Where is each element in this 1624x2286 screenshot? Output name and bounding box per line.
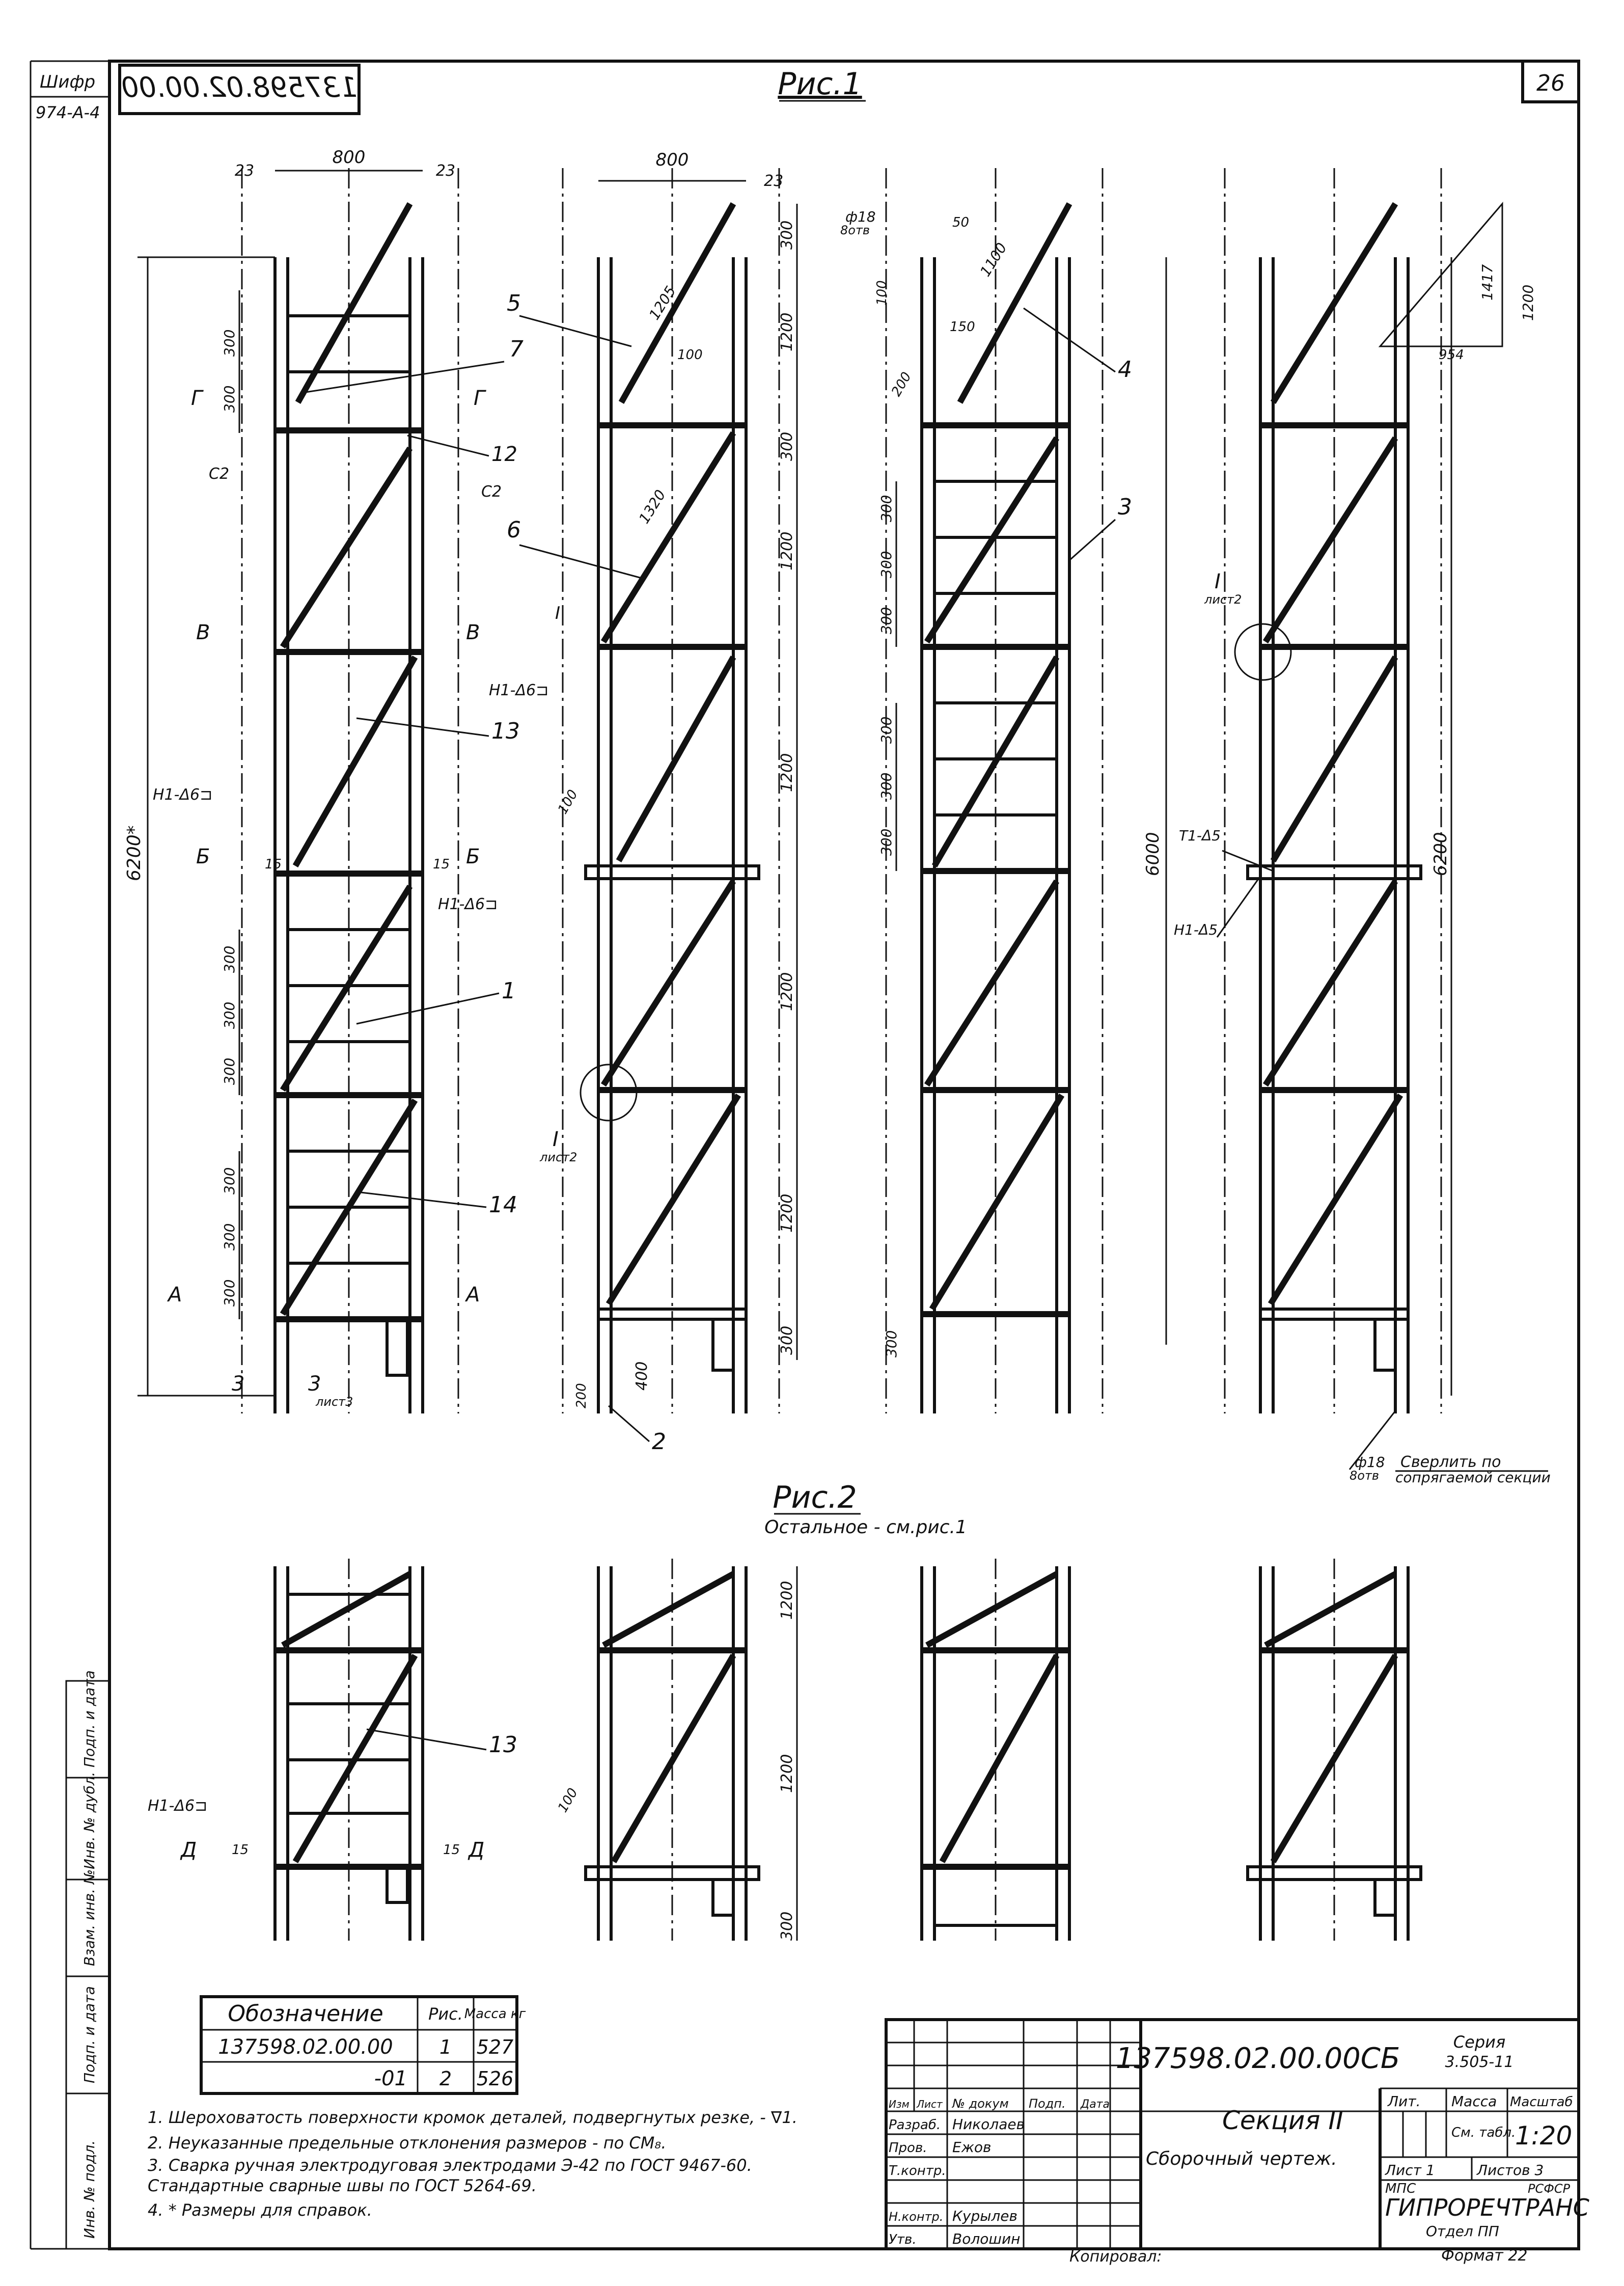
svg-text:300: 300 [221, 329, 238, 357]
svg-text:ф18: ф18 [1355, 1454, 1385, 1471]
svg-text:Масштаб: Масштаб [1510, 2094, 1573, 2110]
svg-text:1200: 1200 [778, 972, 796, 1011]
stamp-1: Подп. и дата [81, 1670, 98, 1767]
svg-text:3: 3 [308, 1372, 321, 1396]
svg-text:100: 100 [677, 347, 703, 363]
spec-col-designation: Обозначение [228, 2001, 383, 2027]
svg-text:Т1-Δ5: Т1-Δ5 [1179, 827, 1221, 844]
svg-text:1200: 1200 [778, 1581, 796, 1620]
drawing-frame [31, 61, 1579, 2249]
svg-text:1: 1 [502, 978, 516, 1004]
svg-text:1205: 1205 [645, 283, 679, 323]
svg-text:6200: 6200 [1430, 832, 1451, 876]
svg-text:Курылев: Курылев [952, 2208, 1017, 2224]
view-4-dims [1174, 204, 1551, 1486]
notes [148, 2108, 797, 2220]
stamp-5: Инв. № подл. [81, 2140, 98, 2239]
svg-text:Лист: Лист [917, 2098, 943, 2110]
svg-text:300: 300 [878, 716, 895, 744]
svg-text:300: 300 [221, 1167, 238, 1194]
note-3b: Стандартные сварные швы по ГОСТ 5264-69. [148, 2176, 537, 2195]
svg-text:Лист 1: Лист 1 [1385, 2162, 1435, 2179]
svg-text:Н1-Δ6⊐: Н1-Δ6⊐ [489, 682, 549, 699]
svg-text:300: 300 [778, 1911, 796, 1941]
svg-text:В: В [466, 621, 480, 644]
svg-text:Дата: Дата [1081, 2098, 1110, 2111]
svg-text:13: 13 [491, 718, 520, 744]
svg-text:Т.контр.: Т.контр. [889, 2163, 946, 2179]
svg-text:100: 100 [555, 787, 581, 817]
svg-text:2: 2 [652, 1429, 666, 1455]
svg-text:Отдел ПП: Отдел ПП [1426, 2223, 1499, 2240]
svg-text:Сверлить по: Сверлить по [1400, 1453, 1501, 1471]
svg-text:Подп.: Подп. [1029, 2097, 1066, 2111]
svg-text:5: 5 [507, 290, 521, 316]
svg-text:Б: Б [196, 845, 210, 868]
svg-text:С2: С2 [481, 483, 502, 501]
svg-text:лист2: лист2 [1204, 592, 1242, 607]
svg-text:Ежов: Ежов [952, 2139, 992, 2156]
svg-text:ГИПРОРЕЧТРАНС: ГИПРОРЕЧТРАНС [1385, 2194, 1589, 2221]
svg-text:В: В [196, 621, 210, 644]
svg-text:3: 3 [1118, 494, 1132, 520]
svg-text:23: 23 [764, 172, 784, 190]
svg-text:Б: Б [466, 845, 480, 868]
svg-text:1200: 1200 [778, 1193, 796, 1233]
view-3-frame [886, 168, 1103, 1413]
svg-text:лист2: лист2 [540, 1150, 577, 1164]
svg-text:Н.контр.: Н.контр. [889, 2210, 944, 2224]
svg-text:300: 300 [221, 1279, 238, 1307]
svg-text:Копировал:: Копировал: [1069, 2248, 1162, 2266]
svg-text:13: 13 [489, 1732, 517, 1758]
tb-designation: 137598.02.00.00СБ [1115, 2042, 1400, 2075]
svg-text:300: 300 [221, 1057, 238, 1085]
svg-text:300: 300 [878, 607, 895, 634]
svg-text:50: 50 [952, 215, 970, 230]
svg-text:7: 7 [509, 336, 524, 362]
svg-text:23: 23 [234, 162, 255, 180]
svg-text:15: 15 [265, 857, 282, 872]
svg-text:400: 400 [633, 1361, 651, 1391]
view-1-frame [242, 168, 458, 1413]
stamp-2: Инв. № дубл. [81, 1772, 98, 1869]
svg-text:А: А [466, 1283, 480, 1307]
note-1: 1. Шероховатость поверхности кромок деталей, подвергнутых резке, - ∇1. [148, 2108, 797, 2127]
svg-text:300: 300 [221, 945, 238, 973]
svg-text:200: 200 [889, 369, 915, 399]
figure-1 [124, 147, 1551, 1486]
svg-text:12: 12 [491, 443, 517, 466]
svg-text:300: 300 [883, 1330, 900, 1357]
shifr-value: 974-А-4 [36, 103, 100, 122]
tb-subtitle: Сборочный чертеж. [1146, 2148, 1337, 2169]
view-4-frame [1225, 168, 1441, 1413]
svg-text:Волошин: Волошин [952, 2230, 1021, 2247]
svg-text:Изм: Изм [889, 2098, 910, 2110]
svg-text:8отв: 8отв [840, 223, 870, 237]
view-2-frame [563, 168, 779, 1413]
shifr-label: Шифр [40, 72, 96, 92]
spec-row-1-designation: 137598.02.00.00 [218, 2035, 393, 2059]
svg-text:РСФСР: РСФСР [1528, 2182, 1571, 2196]
svg-text:I: I [1215, 570, 1221, 593]
svg-text:300: 300 [778, 220, 796, 250]
svg-text:800: 800 [332, 147, 366, 168]
svg-text:300: 300 [878, 772, 895, 800]
tb-series-label: Серия [1453, 2032, 1506, 2052]
svg-text:14: 14 [489, 1192, 517, 1218]
svg-text:I: I [553, 1128, 559, 1151]
spec-col-mass: Масса кг [464, 2006, 526, 2022]
svg-text:Н1-Δ6⊐: Н1-Δ6⊐ [148, 1797, 208, 1815]
side-stamp [66, 1670, 109, 2249]
svg-text:1:20: 1:20 [1515, 2121, 1573, 2151]
svg-text:23: 23 [435, 162, 456, 180]
svg-text:1417: 1417 [1479, 264, 1496, 301]
svg-text:Д: Д [181, 1838, 197, 1862]
view-3-callouts [1024, 308, 1132, 560]
spec-row-2-mass: 526 [476, 2067, 514, 2090]
svg-text:15: 15 [433, 857, 450, 872]
svg-text:Лит.: Лит. [1388, 2093, 1421, 2110]
svg-text:Утв.: Утв. [889, 2232, 917, 2247]
svg-text:1200: 1200 [778, 753, 796, 792]
svg-text:6000: 6000 [1143, 832, 1163, 876]
svg-text:300: 300 [878, 551, 895, 578]
svg-text:4: 4 [1118, 357, 1132, 383]
svg-text:15: 15 [232, 1842, 249, 1858]
svg-text:Формат 22: Формат 22 [1441, 2247, 1528, 2265]
svg-text:954: 954 [1439, 347, 1464, 363]
svg-text:№ докум: № докум [952, 2097, 1009, 2111]
mirrored-designation-box [120, 65, 359, 114]
fig2-title: Рис.2 [773, 1480, 857, 1515]
spec-row-2-designation: -01 [374, 2067, 407, 2090]
figure-2 [148, 1559, 1421, 1941]
svg-text:1200: 1200 [1520, 284, 1536, 321]
title-block [886, 2020, 1589, 2266]
svg-text:8отв: 8отв [1350, 1468, 1380, 1483]
tb-title: Секция II [1222, 2106, 1343, 2135]
note-4: 4. * Размеры для справок. [148, 2200, 372, 2220]
svg-text:300: 300 [221, 1001, 238, 1029]
sheet-number-box [1523, 61, 1579, 102]
svg-text:I: I [555, 603, 561, 623]
stamp-4: Подп. и дата [81, 1986, 98, 2083]
svg-text:Н1-Δ6⊐: Н1-Δ6⊐ [438, 895, 498, 913]
svg-text:МПС: МПС [1385, 2181, 1416, 2196]
svg-text:Г: Г [474, 387, 485, 410]
fig2-note: Остальное - см.рис.1 [764, 1517, 967, 1538]
svg-text:сопрягаемой секции: сопрягаемой секции [1395, 1469, 1551, 1486]
svg-text:1200: 1200 [778, 1754, 796, 1793]
svg-text:ф18: ф18 [845, 208, 876, 225]
svg-text:Н1-Δ6⊐: Н1-Δ6⊐ [153, 786, 213, 804]
sheet-number: 26 [1536, 70, 1565, 96]
svg-text:100: 100 [555, 1785, 581, 1815]
svg-text:Г: Г [191, 387, 203, 410]
svg-text:300: 300 [778, 1325, 796, 1355]
svg-text:С2: С2 [209, 465, 230, 483]
svg-text:300: 300 [878, 828, 895, 856]
svg-text:300: 300 [778, 431, 796, 461]
svg-text:200: 200 [574, 1383, 589, 1408]
svg-text:Листов 3: Листов 3 [1477, 2162, 1544, 2179]
svg-text:1200: 1200 [778, 531, 796, 570]
svg-text:1100: 1100 [976, 239, 1010, 280]
svg-text:3: 3 [232, 1372, 245, 1396]
stamp-3: Взам. инв. № [81, 1869, 98, 1966]
svg-text:Д: Д [469, 1838, 485, 1862]
spec-row-2-fig: 2 [439, 2067, 452, 2090]
svg-text:300: 300 [878, 495, 895, 522]
svg-text:1320: 1320 [635, 486, 669, 527]
svg-text:300: 300 [221, 385, 238, 413]
svg-text:800: 800 [655, 150, 689, 170]
fig1-title: Рис.1 [778, 66, 862, 102]
mirrored-designation: 137598.02.00.00 [121, 71, 357, 103]
shifr-box [31, 72, 109, 122]
svg-text:150: 150 [950, 319, 975, 335]
svg-text:См. табл.: См. табл. [1451, 2125, 1516, 2140]
svg-text:6: 6 [507, 517, 521, 543]
svg-text:100: 100 [874, 280, 890, 306]
svg-text:Разраб.: Разраб. [889, 2117, 941, 2133]
svg-text:лист3: лист3 [316, 1395, 353, 1409]
svg-text:Николаев: Николаев [952, 2116, 1025, 2133]
svg-text:15: 15 [443, 1842, 460, 1858]
spec-row-1-mass: 527 [476, 2036, 514, 2058]
note-2: 2. Неуказанные предельные отклонения размеров - по СМ₈. [148, 2133, 667, 2153]
view-3-dims [840, 208, 1166, 1357]
svg-text:Н1-Δ5: Н1-Δ5 [1174, 921, 1218, 938]
svg-text:1200: 1200 [778, 312, 796, 351]
spec-row-1-fig: 1 [439, 2036, 452, 2058]
note-3: 3. Сварка ручная электродуговая электродами Э-42 по ГОСТ 9467-60. [148, 2156, 752, 2175]
svg-text:Пров.: Пров. [889, 2140, 927, 2156]
svg-text:6200*: 6200* [124, 825, 145, 881]
svg-text:Масса: Масса [1451, 2093, 1497, 2110]
spec-table [201, 1997, 526, 2093]
svg-text:300: 300 [221, 1223, 238, 1250]
svg-text:А: А [168, 1283, 182, 1307]
spec-col-fig: Рис. [428, 2004, 463, 2024]
tb-series-value: 3.505-11 [1445, 2053, 1514, 2071]
